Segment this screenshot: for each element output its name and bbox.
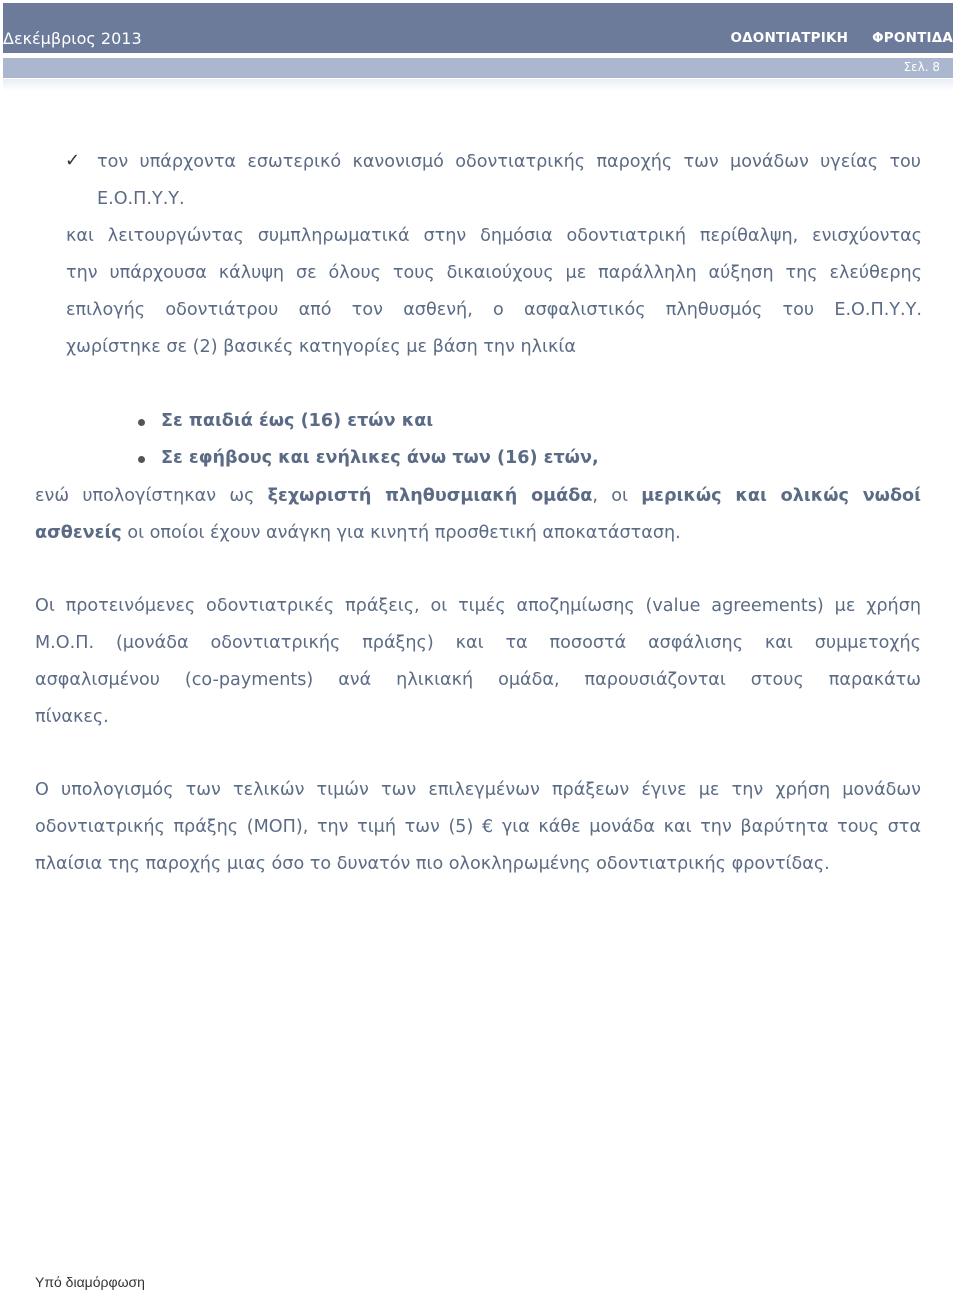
bullet-item-children: Σε παιδιά έως (16) ετών και [161,411,434,431]
check-item-line2: Ε.Ο.Π.Υ.Υ. [97,189,185,209]
header-title-word1: ΟΔΟΝΤΙΑΤΡΙΚΗ [730,30,849,46]
para2-line1 [35,484,921,508]
header-bar [3,3,953,53]
para1-line2: την υπάρχουσα κάλυψη σε όλους τους δικαιούχους με παράλληλη αύξηση της ελεύθερης [66,263,922,283]
para2-text: , οι [592,486,642,506]
header-title-word2: ΦΡΟΝΤΙΔΑ [872,30,953,46]
para3-line4: πίνακες. [35,707,109,727]
check-item-line1: τον υπάρχοντα εσωτερικό κανονισμό οδοντιατρικής παροχής των μονάδων υγείας του [97,152,921,172]
bullet-icon [138,419,145,426]
para2-bold-patients: ασθενείς [35,523,122,543]
bullet-item-adults: Σε εφήβους και ενήλικες άνω των (16) ετών, [161,448,599,468]
para1-line3: επιλογής οδοντιάτρου από τον ασθενή, ο ασφαλιστικός πληθυσμός του Ε.Ο.Π.Υ.Υ. [66,300,922,320]
header-subbar [3,58,953,78]
para3-line1: Οι προτεινόμενες οδοντιατρικές πράξεις, οι τιμές αποζημίωσης (value agreements) με χρήση [35,596,921,616]
para3-line2: Μ.Ο.Π. (μονάδα οδοντιατρικής πράξης) και τα ποσοστά ασφάλισης και συμμετοχής [35,633,921,653]
header-date: Δεκέμβριος 2013 [3,29,142,48]
header-title [706,30,953,46]
para2-line2 [35,521,681,545]
para2-text: οι οποίοι έχουν ανάγκη για κινητή προσθετική αποκατάσταση. [121,523,681,543]
para2-bold-edentulous: μερικώς και ολικώς νωδοί [641,486,921,506]
page-number: Σελ. 8 [903,60,940,74]
para2-bold-group: ξεχωριστή πληθυσμιακή ομάδα [267,486,593,506]
para4-line2: οδοντιατρικής πράξης (ΜΟΠ), την τιμή των (5) € για κάθε μονάδα και την βαρύτητα τους στα [35,817,921,837]
checkmark-icon: ✓ [65,150,81,171]
para3-line3: ασφαλισμένου (co-payments) ανά ηλικιακή ομάδα, παρουσιάζονται στους παρακάτω [35,670,921,690]
para1-line4: χωρίστηκε σε (2) βασικές κατηγορίες με βάση την ηλικία [66,337,576,357]
para4-line3: πλαίσια της παροχής μιας όσο το δυνατόν πιο ολοκληρωμένης οδοντιατρικής φροντίδας. [35,854,830,874]
para4-line1: Ο υπολογισμός των τελικών τιμών των επιλεγμένων πράξεων έγινε με την χρήση μονάδων [35,780,921,800]
bullet-icon [138,456,145,463]
footer-status: Υπό διαμόρφωση [35,1274,145,1290]
para2-text: ενώ υπολογίστηκαν ως [35,486,268,506]
para1-line1: και λειτουργώντας συμπληρωματικά στην δημόσια οδοντιατρική περίθαλψη, ενισχύοντας [66,226,922,246]
header-shadow [3,79,953,91]
